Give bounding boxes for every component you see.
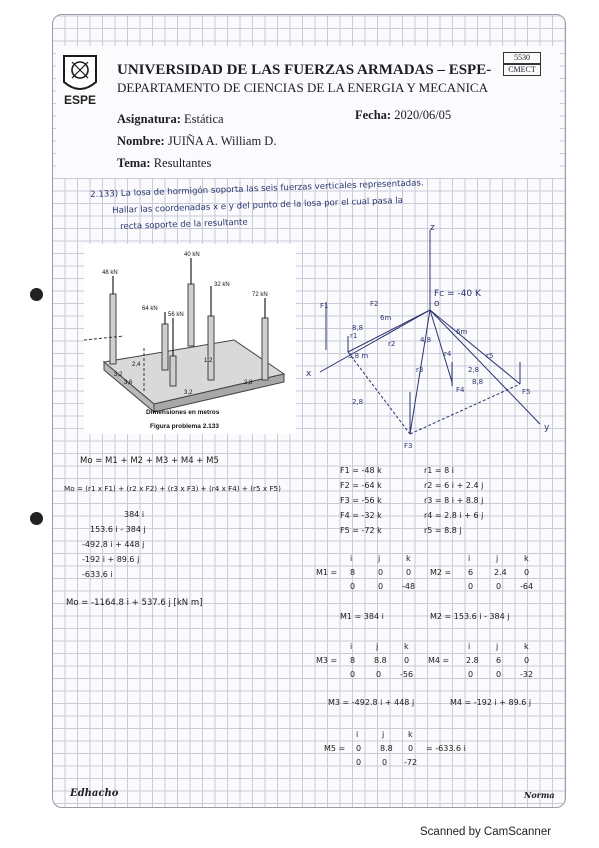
position-r4: r4 = 2.8 i + 6 j <box>424 511 484 520</box>
m5-det-k: k <box>408 730 413 739</box>
load-label-3: 32 kN <box>214 282 230 288</box>
m1-det-label: M1 = <box>316 568 338 577</box>
m5-det-label: M5 = <box>324 744 346 753</box>
m4-det-label: M4 = <box>428 656 450 665</box>
date-label: Fecha: <box>355 108 392 122</box>
scanner-watermark: Scanned by CamScanner <box>420 826 552 838</box>
m3-cell: 8.8 <box>374 656 387 665</box>
m1-cell: 0 <box>378 568 384 577</box>
m4-cell: 6 <box>496 656 502 665</box>
m5-det-j: j <box>382 730 385 739</box>
sketch-label-f5: F5 <box>522 388 531 396</box>
problem-line-2: Hallar las coordenadas x e y del punto de la losa por el cual pasa la <box>112 195 404 216</box>
sketch-label-8-8-a: 8,8 <box>352 324 364 332</box>
sketch-label-r4: r4 <box>444 350 452 358</box>
sketch-label-r3: r3 <box>416 366 424 374</box>
m2-det-j: j <box>496 554 499 563</box>
m4-cell: 0 <box>496 670 502 679</box>
m3-cell: 8 <box>350 656 356 665</box>
resultant-moment: Mo = -1164.8 i + 537.6 j [kN m] <box>66 598 203 608</box>
fc-label: Fc = -40 K <box>434 289 481 299</box>
m2-cell: 6 <box>468 568 474 577</box>
problem-line-3: recta soporte de la resultante <box>120 217 248 232</box>
m5-cell: 0 <box>356 744 362 753</box>
position-r3: r3 = 8 i + 8.8 j <box>424 496 484 505</box>
m5-cell: 0 <box>356 758 362 767</box>
position-r2: r2 = 6 i + 2.4 j <box>424 481 484 490</box>
load-label-5: 56 kN <box>168 312 184 318</box>
sketch-label-2-8-b: 2,8 <box>468 366 480 374</box>
name-label: Nombre: <box>117 134 165 148</box>
sketch-label-f2: F2 <box>370 300 379 308</box>
name-field <box>117 134 276 149</box>
date-field <box>355 108 451 123</box>
moment-equation-2: Mo = (r1 x F1) + (r2 x F2) + (r3 x F3) + (r4 x F4) + (r5 x F5) <box>64 484 281 493</box>
m4-det-j: j <box>496 642 499 651</box>
load-label-1: 48 kN <box>102 270 118 276</box>
espe-logo <box>58 52 102 106</box>
sketch-label-4-8: 4,8 <box>420 336 432 344</box>
m2-cell: 0 <box>524 568 530 577</box>
course-code <box>503 52 541 76</box>
sum-line-2: 153.6 i - 384 j <box>90 525 146 534</box>
notebook-brand-right: Norma <box>524 790 555 800</box>
m3-det-k: k <box>404 642 409 651</box>
m3-det-label: M3 = <box>316 656 338 665</box>
textbook-figure <box>84 244 296 434</box>
load-label-2: 40 kN <box>184 252 200 258</box>
sketch-label-f4: F4 <box>456 386 465 394</box>
name-value: JUIÑA A. William D. <box>167 134 277 148</box>
moment-equation-1: Mo = M1 + M2 + M3 + M4 + M5 <box>80 456 219 466</box>
sketch-label-2-8-a: 2,8 <box>352 398 364 406</box>
m4-result: M4 = -192 i + 89.6 j <box>450 698 532 707</box>
date-value: 2020/06/05 <box>394 108 452 122</box>
m1-cell: 0 <box>350 582 356 591</box>
m5-cell: 8.8 <box>380 744 393 753</box>
z-axis-label: z <box>430 223 435 233</box>
department-title: DEPARTAMENTO DE CIENCIAS DE LA ENERGIA Y MECANICA <box>117 80 488 95</box>
sketch-label-3-8m: 3,8 m <box>348 352 369 360</box>
m5-cell: -72 <box>404 758 418 767</box>
sketch-label-6m-a: 6m <box>380 314 392 322</box>
sketch-label-f1: F1 <box>320 302 329 310</box>
m2-det-k: k <box>524 554 529 563</box>
m3-cell: -56 <box>400 670 414 679</box>
m4-cell: 2.8 <box>466 656 479 665</box>
dim-label-2: 3,2 <box>184 390 193 396</box>
sketch-label-r5: r5 <box>486 352 494 360</box>
m1-cell: 8 <box>350 568 356 577</box>
notebook-brand-left: Edhacho <box>70 788 119 799</box>
m3-cell: 0 <box>350 670 356 679</box>
position-r5: r5 = 8.8 j <box>424 526 462 535</box>
sketch-label-r1: r1 <box>350 332 358 340</box>
sum-line-3: -492.8 i + 448 j <box>82 540 145 549</box>
sketch-label-8-8-b: 8,8 <box>472 378 484 386</box>
dim-label-4: 3,2 <box>114 372 123 378</box>
position-r1: r1 = 8 i <box>424 466 455 475</box>
figure-dims-caption: Dimensiones en metros <box>146 409 220 416</box>
force-f1: F1 = -48 k <box>340 466 382 475</box>
m3-det-j: j <box>376 642 379 651</box>
topic-label: Tema: <box>117 156 151 170</box>
m5-cell: 0 <box>408 744 414 753</box>
force-f3: F3 = -56 k <box>340 496 382 505</box>
m1-result: M1 = 384 i <box>340 612 384 621</box>
sketch-label-f3: F3 <box>404 442 413 450</box>
logo-text: ESPE <box>63 93 97 106</box>
x-axis-label: x <box>306 369 312 379</box>
dim-label-3: 2,8 <box>244 380 253 386</box>
figure-caption: Figura problema 2.133 <box>150 423 219 430</box>
sum-line-4: -192 i + 89.6 j <box>82 555 140 564</box>
force-f2: F2 = -64 k <box>340 481 382 490</box>
m2-det-i: i <box>468 554 471 563</box>
m1-cell: 0 <box>406 568 412 577</box>
sum-line-5: -633.6 i <box>82 570 113 579</box>
m5-det-i: i <box>356 730 359 739</box>
m4-det-k: k <box>524 642 529 651</box>
dim-label-5: 2,4 <box>132 362 141 368</box>
sketch-label-r2: r2 <box>388 340 396 348</box>
force-sketch <box>300 222 560 452</box>
topic-field <box>117 156 211 171</box>
origin-label: o <box>434 299 440 309</box>
subject-field <box>117 112 224 127</box>
load-label-4: 64 kN <box>142 306 158 312</box>
m2-det-label: M2 = <box>430 568 452 577</box>
m4-det-i: i <box>468 642 471 651</box>
course-code-top: 5530 <box>503 52 541 64</box>
m1-det-k: k <box>406 554 411 563</box>
m2-cell: -64 <box>520 582 534 591</box>
y-axis-label: y <box>544 423 550 433</box>
m3-cell: 0 <box>404 656 410 665</box>
m4-cell: 0 <box>524 656 530 665</box>
subject-label: Asignatura: <box>117 112 181 126</box>
m2-result: M2 = 153.6 i - 384 j <box>430 612 510 621</box>
m5-result: = -633.6 i <box>426 744 466 753</box>
dim-label-1: 3,6 <box>124 380 133 386</box>
slab-drawing <box>84 244 296 434</box>
m4-cell: 0 <box>468 670 474 679</box>
sum-line-1: 384 i <box>124 510 145 519</box>
m1-cell: -48 <box>402 582 416 591</box>
problem-line-1: 2.133) La losa de hormigón soporta las seis fuerzas verticales representadas. <box>90 178 424 200</box>
subject-value: Estática <box>184 112 224 126</box>
m2-cell: 0 <box>496 582 502 591</box>
m2-cell: 0 <box>468 582 474 591</box>
m4-cell: -32 <box>520 670 534 679</box>
topic-value: Resultantes <box>153 156 212 170</box>
binder-ring-bottom <box>30 512 43 525</box>
m1-det-i: i <box>350 554 353 563</box>
binder-ring-top <box>30 288 43 301</box>
force-f4: F4 = -32 k <box>340 511 382 520</box>
force-f5: F5 = -72 k <box>340 526 382 535</box>
m3-result: M3 = -492.8 i + 448 j <box>328 698 415 707</box>
dim-label-6: 1,2 <box>204 358 213 364</box>
sketch-label-6m-b: 6m <box>456 328 468 336</box>
m1-det-j: j <box>378 554 381 563</box>
m1-cell: 0 <box>378 582 384 591</box>
m5-cell: 0 <box>382 758 388 767</box>
m3-det-i: i <box>350 642 353 651</box>
course-code-bottom: CMECT <box>503 64 541 76</box>
university-title: UNIVERSIDAD DE LAS FUERZAS ARMADAS – ESPE- <box>117 62 492 78</box>
load-label-6: 72 kN <box>252 292 268 298</box>
m3-cell: 0 <box>376 670 382 679</box>
m2-cell: 2.4 <box>494 568 507 577</box>
